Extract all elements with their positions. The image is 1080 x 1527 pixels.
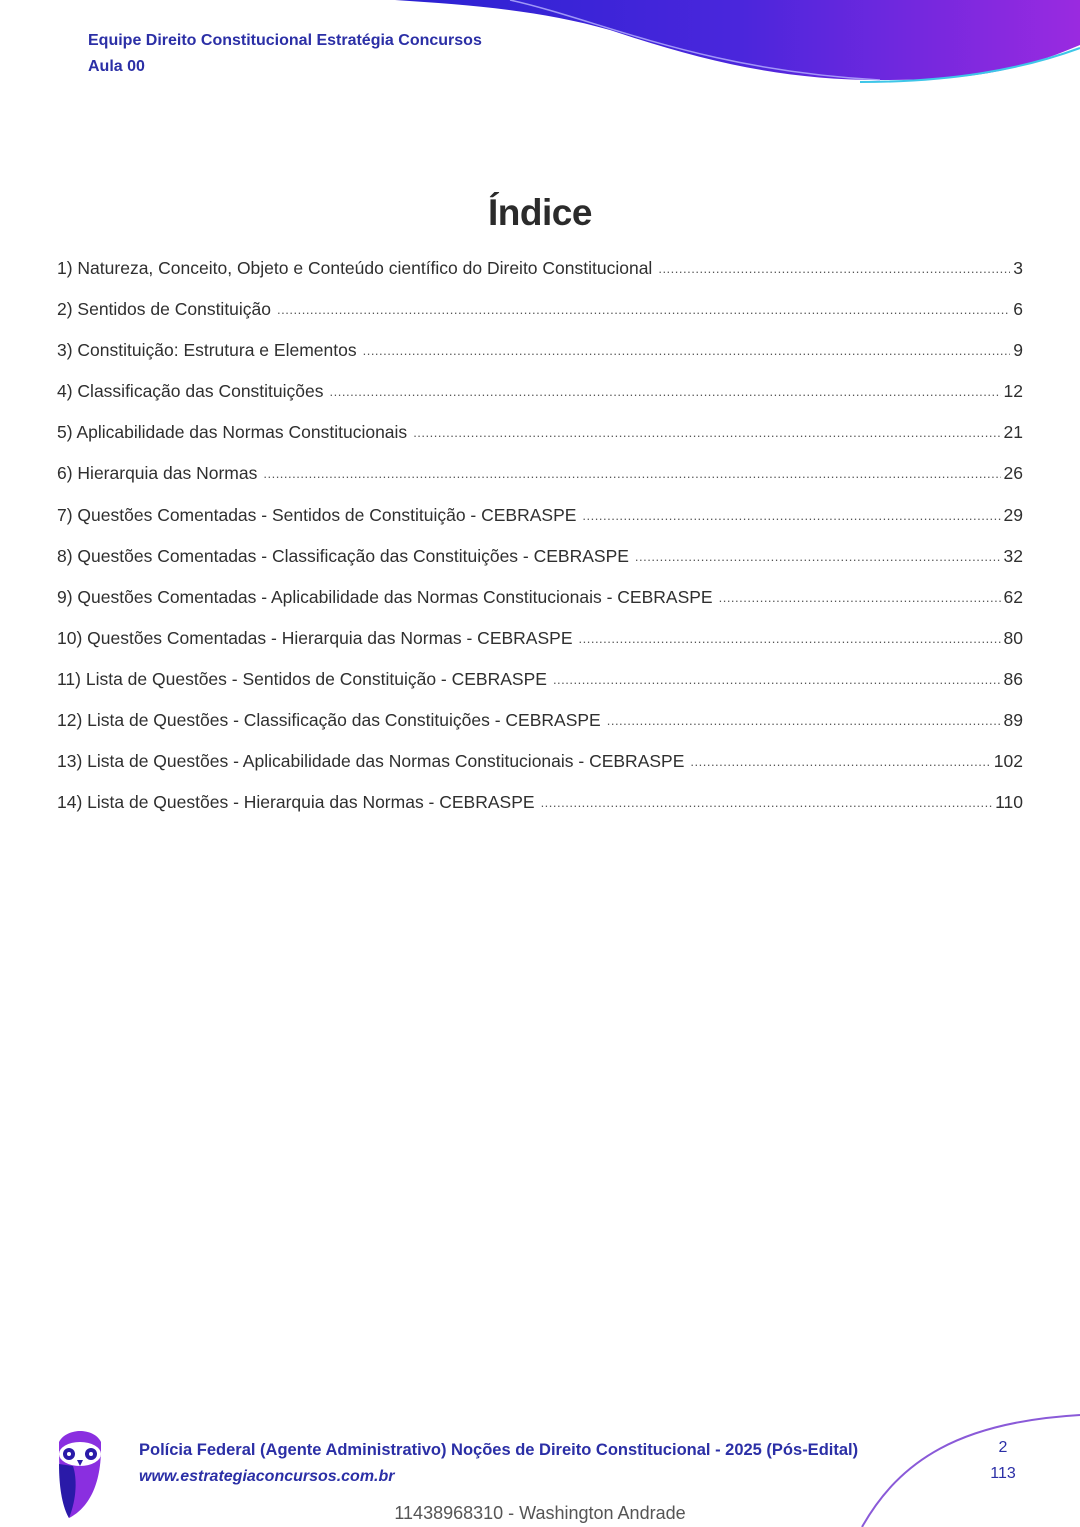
toc-entry-5[interactable] bbox=[57, 422, 1023, 463]
toc-leader-dots bbox=[363, 343, 1011, 358]
toc-page-number: 62 bbox=[1003, 586, 1023, 607]
toc-entry-4[interactable] bbox=[57, 381, 1023, 422]
toc-page-number: 89 bbox=[1003, 710, 1023, 731]
toc-leader-dots bbox=[582, 508, 1000, 523]
toc-leader-dots bbox=[277, 302, 1010, 317]
toc-entry-10[interactable] bbox=[57, 628, 1023, 669]
lesson-label: Aula 00 bbox=[88, 58, 145, 75]
toc-entry-14[interactable] bbox=[57, 792, 1023, 833]
toc-page-number: 110 bbox=[995, 792, 1023, 813]
toc-leader-dots bbox=[579, 631, 1001, 646]
toc-entry-label: 5) Aplicabilidade das Normas Constitucionais bbox=[57, 422, 408, 443]
toc-entry-label: 4) Classificação das Constituições bbox=[57, 381, 324, 402]
toc-entry-label: 12) Lista de Questões - Classificação das Constituições - CEBRASPE bbox=[57, 710, 601, 731]
toc-page-number: 29 bbox=[1003, 504, 1023, 525]
toc-entry-label: 10) Questões Comentadas - Hierarquia das Normas - CEBRASPE bbox=[57, 627, 573, 648]
toc-entry-12[interactable] bbox=[57, 710, 1023, 751]
toc-page-number: 6 bbox=[1013, 299, 1023, 320]
current-page-number: 2 bbox=[998, 1439, 1008, 1456]
website-link[interactable]: www.estrategiaconcursos.com.br bbox=[139, 1468, 395, 1485]
toc-page-number: 3 bbox=[1013, 258, 1023, 278]
toc-page-number: 21 bbox=[1003, 422, 1023, 443]
toc-entry-9[interactable] bbox=[57, 587, 1023, 628]
toc-leader-dots bbox=[719, 590, 1001, 605]
toc-leader-dots bbox=[330, 384, 1001, 399]
table-of-contents bbox=[57, 258, 1023, 833]
toc-leader-dots bbox=[263, 466, 1000, 481]
toc-leader-dots bbox=[553, 672, 1001, 687]
toc-entry-label: 6) Hierarquia das Normas bbox=[57, 463, 258, 484]
toc-entry-2[interactable] bbox=[57, 299, 1023, 340]
toc-page-number: 80 bbox=[1003, 627, 1023, 648]
toc-leader-dots bbox=[690, 754, 990, 769]
toc-entry-8[interactable] bbox=[57, 546, 1023, 587]
watermark: 11438968310 - Washington Andrade bbox=[394, 1503, 686, 1523]
toc-page-number: 86 bbox=[1003, 668, 1023, 689]
toc-entry-7[interactable] bbox=[57, 505, 1023, 546]
toc-entry-3[interactable] bbox=[57, 340, 1023, 381]
total-pages: 113 bbox=[990, 1465, 1016, 1482]
toc-entry-label: 3) Constituição: Estrutura e Elementos bbox=[57, 340, 357, 361]
toc-entry-label: 7) Questões Comentadas - Sentidos de Constituição - CEBRASPE bbox=[57, 504, 577, 525]
course-title: Polícia Federal (Agente Administrativo) Noções de Direito Constitucional - 2025 (Pós-Edital) bbox=[139, 1441, 859, 1459]
toc-entry-label: 9) Questões Comentadas - Aplicabilidade das Normas Constitucionais - CEBRASPE bbox=[57, 586, 713, 607]
toc-page-number: 32 bbox=[1003, 545, 1023, 566]
toc-entry-label: 8) Questões Comentadas - Classificação das Constituições - CEBRASPE bbox=[57, 545, 629, 566]
toc-page-number: 102 bbox=[993, 751, 1023, 772]
toc-page-number: 9 bbox=[1013, 340, 1023, 361]
toc-leader-dots bbox=[541, 795, 993, 810]
toc-entry-13[interactable] bbox=[57, 751, 1023, 792]
toc-entry-label: 14) Lista de Questões - Hierarquia das Normas - CEBRASPE bbox=[57, 792, 535, 813]
toc-leader-dots bbox=[413, 425, 1000, 440]
toc-entry-label: 2) Sentidos de Constituição bbox=[57, 299, 272, 320]
toc-page-number: 26 bbox=[1003, 463, 1023, 484]
toc-entry-label: 1) Natureza, Conceito, Objeto e Conteúdo científico do Direito Constitucional bbox=[57, 258, 653, 278]
toc-entry-label: 11) Lista de Questões - Sentidos de Constituição - CEBRASPE bbox=[57, 668, 547, 689]
toc-leader-dots bbox=[658, 261, 1010, 276]
toc-page-number: 12 bbox=[1003, 381, 1023, 402]
toc-entry-1[interactable] bbox=[57, 258, 1023, 299]
page-header bbox=[88, 28, 482, 80]
toc-leader-dots bbox=[635, 549, 1001, 564]
page-title: Índice bbox=[488, 192, 592, 233]
toc-leader-dots bbox=[607, 713, 1001, 728]
toc-entry-11[interactable] bbox=[57, 669, 1023, 710]
toc-entry-label: 13) Lista de Questões - Aplicabilidade das Normas Constitucionais - CEBRASPE bbox=[57, 751, 685, 772]
team-name: Equipe Direito Constitucional Estratégia Concursos bbox=[88, 32, 482, 49]
toc-entry-6[interactable] bbox=[57, 463, 1023, 504]
